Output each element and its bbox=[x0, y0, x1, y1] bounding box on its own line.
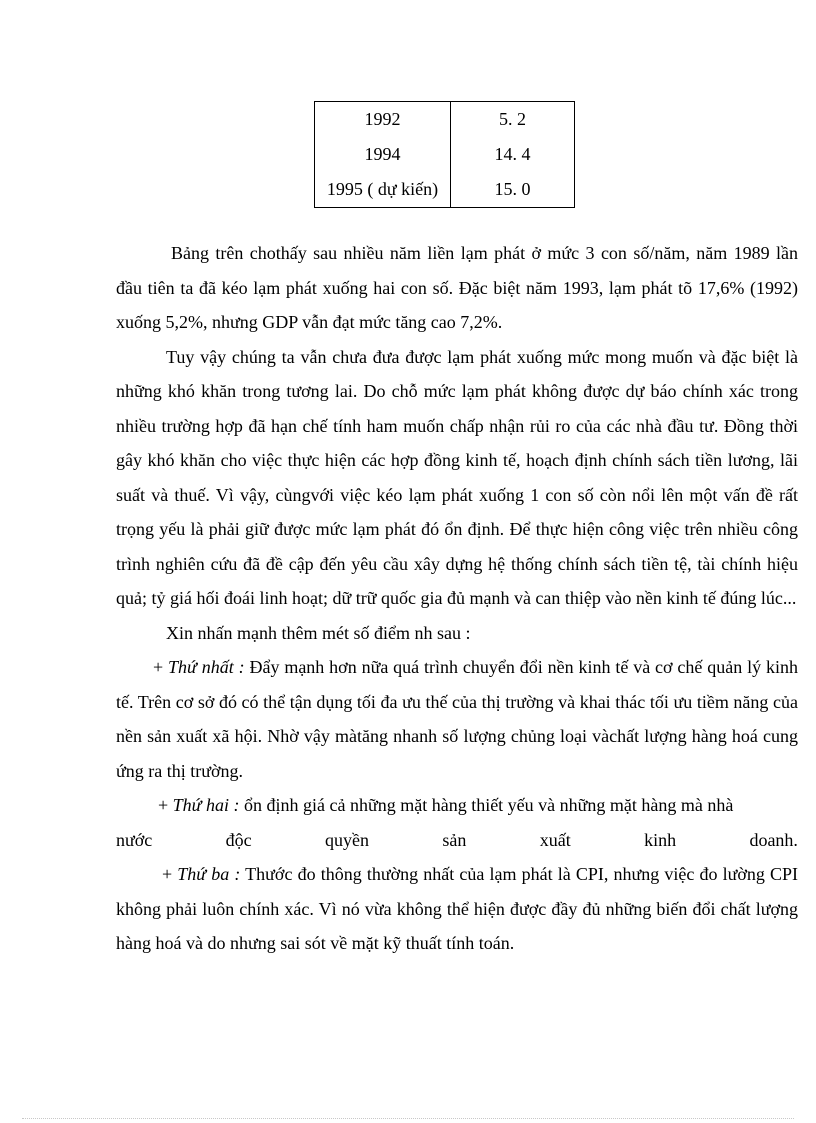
point-second-continuation bbox=[116, 823, 798, 858]
word: độc bbox=[225, 829, 252, 850]
word: doanh. bbox=[749, 829, 798, 850]
table-row bbox=[315, 102, 575, 138]
paragraph-challenges: Tuy vậy chúng ta vẫn chưa đưa được lạm phát xuống mức mong muốn và đặc biệt là những khó khăn trong tương lai. Do chỗ mức lạm phát không được dự báo chính xác trong nhiều trường hợp đã hạn chế tính ham muốn chấp nhận rủi ro của các nhà đầu tư. Đồng thời gây khó khăn cho việc thực hiện các hợp đồng kinh tế, hoạch định chính sách tiền lương, lãi suất và thuế. Vì vậy, cùngvới việc kéo lạm phát xuống 1 con số còn nổi lên một vấn đề rất trọng yếu là phải giữ được mức lạm phát đó ổn định. Để thực hiện công việc trên nhiều công trình nghiên cứu đã đề cập đến yêu cầu xây dựng hệ thống chính sách tiền tệ, tài chính hiệu quả; tỷ giá hối đoái linh hoạt; dữ trữ quốc gia đủ mạnh và can thiệp vào nền kinh tế đúng lúc... bbox=[116, 346, 798, 608]
page-bottom-divider bbox=[22, 1118, 794, 1119]
point-prefix: + bbox=[158, 795, 173, 815]
table-cell-value: 14. 4 bbox=[494, 144, 531, 164]
point-text: Đẩy mạnh hơn nữa quá trình chuyển đổi nền kinh tế và cơ chế quản lý kinh tế. Trên cơ sở đó có thể tận dụng tối đa ưu thế của thị trường và khai thác tối ưu tiềm năng của nền sản xuất xã hội. Nhờ vậy màtăng nhanh số lượng chủng loại vàchất lượng hàng hoá cung ứng ra thị trường. bbox=[116, 657, 799, 781]
word: nước bbox=[116, 829, 153, 850]
table-cell-value: 15. 0 bbox=[494, 179, 531, 199]
word: xuất bbox=[539, 829, 571, 850]
point-label: Thứ ba : bbox=[177, 864, 241, 884]
table-row bbox=[315, 137, 575, 172]
paragraph-emphasis-intro: Xin nhấn mạnh thêm mét số điểm nh sau : bbox=[166, 622, 471, 643]
word: sản bbox=[442, 829, 467, 850]
table-row bbox=[315, 172, 575, 208]
point-prefix: + bbox=[153, 657, 169, 677]
point-label: Thứ hai : bbox=[172, 795, 240, 815]
word: kinh bbox=[644, 829, 677, 850]
table-cell-value: 5. 2 bbox=[499, 109, 526, 129]
inflation-table bbox=[314, 101, 575, 208]
point-third bbox=[116, 857, 798, 961]
paragraph-table-summary: Bảng trên chothấy sau nhiều năm liền lạm phát ở mức 3 con số/năm, năm 1989 lần đầu tiên ta đã kéo lạm phát xuống hai con số. Đặc biệt năm 1993, lạm phát tõ 17,6% (1992) xuống 5,2%, nhưng GDP vẫn đạt mức tăng cao 7,2%. bbox=[116, 243, 798, 332]
point-text: Thước đo thông thường nhất của lạm phát là CPI, nhưng việc đo lường CPI không phải luôn chính xác. Vì nó vừa không thể hiện được đầy đủ những biến đổi chất lượng hàng hoá và do nhưng sai sót về mặt kỹ thuất tính toán. bbox=[116, 864, 798, 953]
point-first bbox=[116, 650, 798, 788]
table-cell-year: 1994 bbox=[315, 137, 451, 172]
point-label: Thứ nhất : bbox=[168, 657, 245, 677]
word: quyền bbox=[324, 829, 369, 850]
table-cell-year: 1995 ( dự kiến) bbox=[315, 172, 451, 208]
table-cell-year: 1992 bbox=[315, 102, 451, 138]
point-prefix: + bbox=[162, 864, 178, 884]
document-body bbox=[116, 236, 798, 961]
point-text: ổn định giá cả những mặt hàng thiết yếu và những mặt hàng mà nhà bbox=[239, 795, 734, 815]
point-second bbox=[116, 788, 798, 823]
